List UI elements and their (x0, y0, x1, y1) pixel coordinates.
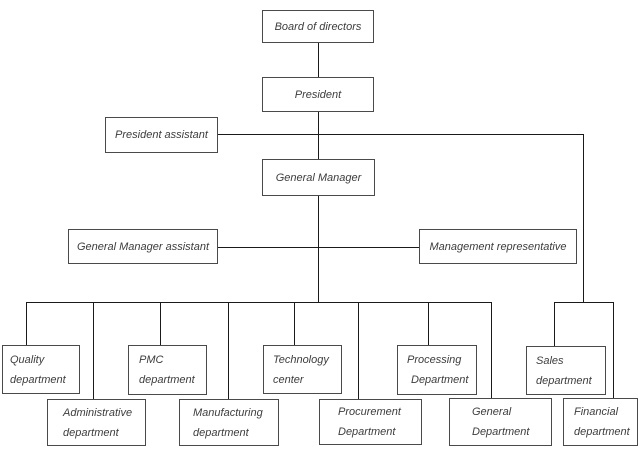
node-label-line1: Procurement (338, 406, 401, 418)
node-pmc-department (128, 345, 207, 395)
connector-drop-technology (294, 302, 295, 345)
connector-drop-sales (554, 302, 555, 346)
node-president (262, 77, 374, 112)
node-label-line2: department (193, 426, 249, 439)
node-label: President assistant (115, 129, 208, 141)
node-label-line1: Processing (407, 354, 462, 366)
connector-president-general-manager (318, 112, 319, 159)
node-label-line2: department (63, 426, 119, 439)
node-label-line2: department (536, 374, 592, 387)
node-general-manager-assistant (68, 229, 218, 264)
node-sales-department (526, 346, 606, 395)
node-administrative-department (47, 399, 146, 446)
node-label: General Manager assistant (76, 240, 210, 253)
node-label-line1: Quality (10, 353, 45, 366)
node-label-line2: department (574, 426, 630, 438)
node-label-line2: center (273, 373, 304, 386)
connector-drop-procurement (358, 302, 359, 399)
connector-drop-quality (26, 302, 27, 346)
node-label: General Manager (275, 171, 362, 184)
node-general-manager (262, 159, 375, 196)
node-label-line2: Department (338, 426, 396, 438)
connector-assistant-representative-line (218, 247, 419, 248)
node-label: Management representative (429, 240, 567, 253)
node-label-line2: department (10, 373, 66, 386)
node-label-line1: PMC (139, 354, 164, 366)
node-processing-department (397, 345, 477, 395)
connector-right-branch (583, 134, 584, 302)
node-label-line1: General (472, 406, 512, 418)
connector-drop-pmc (160, 302, 161, 345)
node-label-line1: Financial (574, 406, 619, 418)
connector-drop-administrative (93, 302, 94, 399)
connector-drop-manufacturing (228, 302, 229, 399)
node-quality-department (2, 345, 80, 394)
node-label-line2: Department (411, 374, 469, 386)
connector-board-president (318, 43, 319, 77)
node-technology-center (263, 345, 342, 394)
node-label-line1: Administrative (63, 406, 133, 419)
connector-president-assistant-line (218, 134, 583, 135)
node-manufacturing-department (179, 399, 279, 446)
connector-drop-processing (428, 302, 429, 345)
connector-general-manager-trunk (318, 196, 319, 302)
node-label-line2: department (139, 374, 195, 386)
node-label-line2: Department (472, 426, 530, 438)
connector-right-bar (554, 302, 614, 303)
node-label: Board of directors (274, 20, 362, 33)
node-general-department (449, 398, 552, 446)
node-management-representative (419, 229, 577, 264)
node-label-line1: Manufacturing (193, 406, 263, 419)
connector-drop-general (491, 302, 492, 398)
node-label: President (294, 88, 342, 101)
node-board-of-directors (262, 10, 374, 43)
connector-drop-financial (613, 302, 614, 398)
node-procurement-department (319, 399, 422, 445)
node-label-line1: Sales (536, 354, 564, 367)
node-president-assistant (105, 117, 218, 153)
connector-main-bar (26, 302, 491, 303)
node-label-line1: Technology (273, 353, 329, 366)
node-financial-department (563, 398, 638, 446)
